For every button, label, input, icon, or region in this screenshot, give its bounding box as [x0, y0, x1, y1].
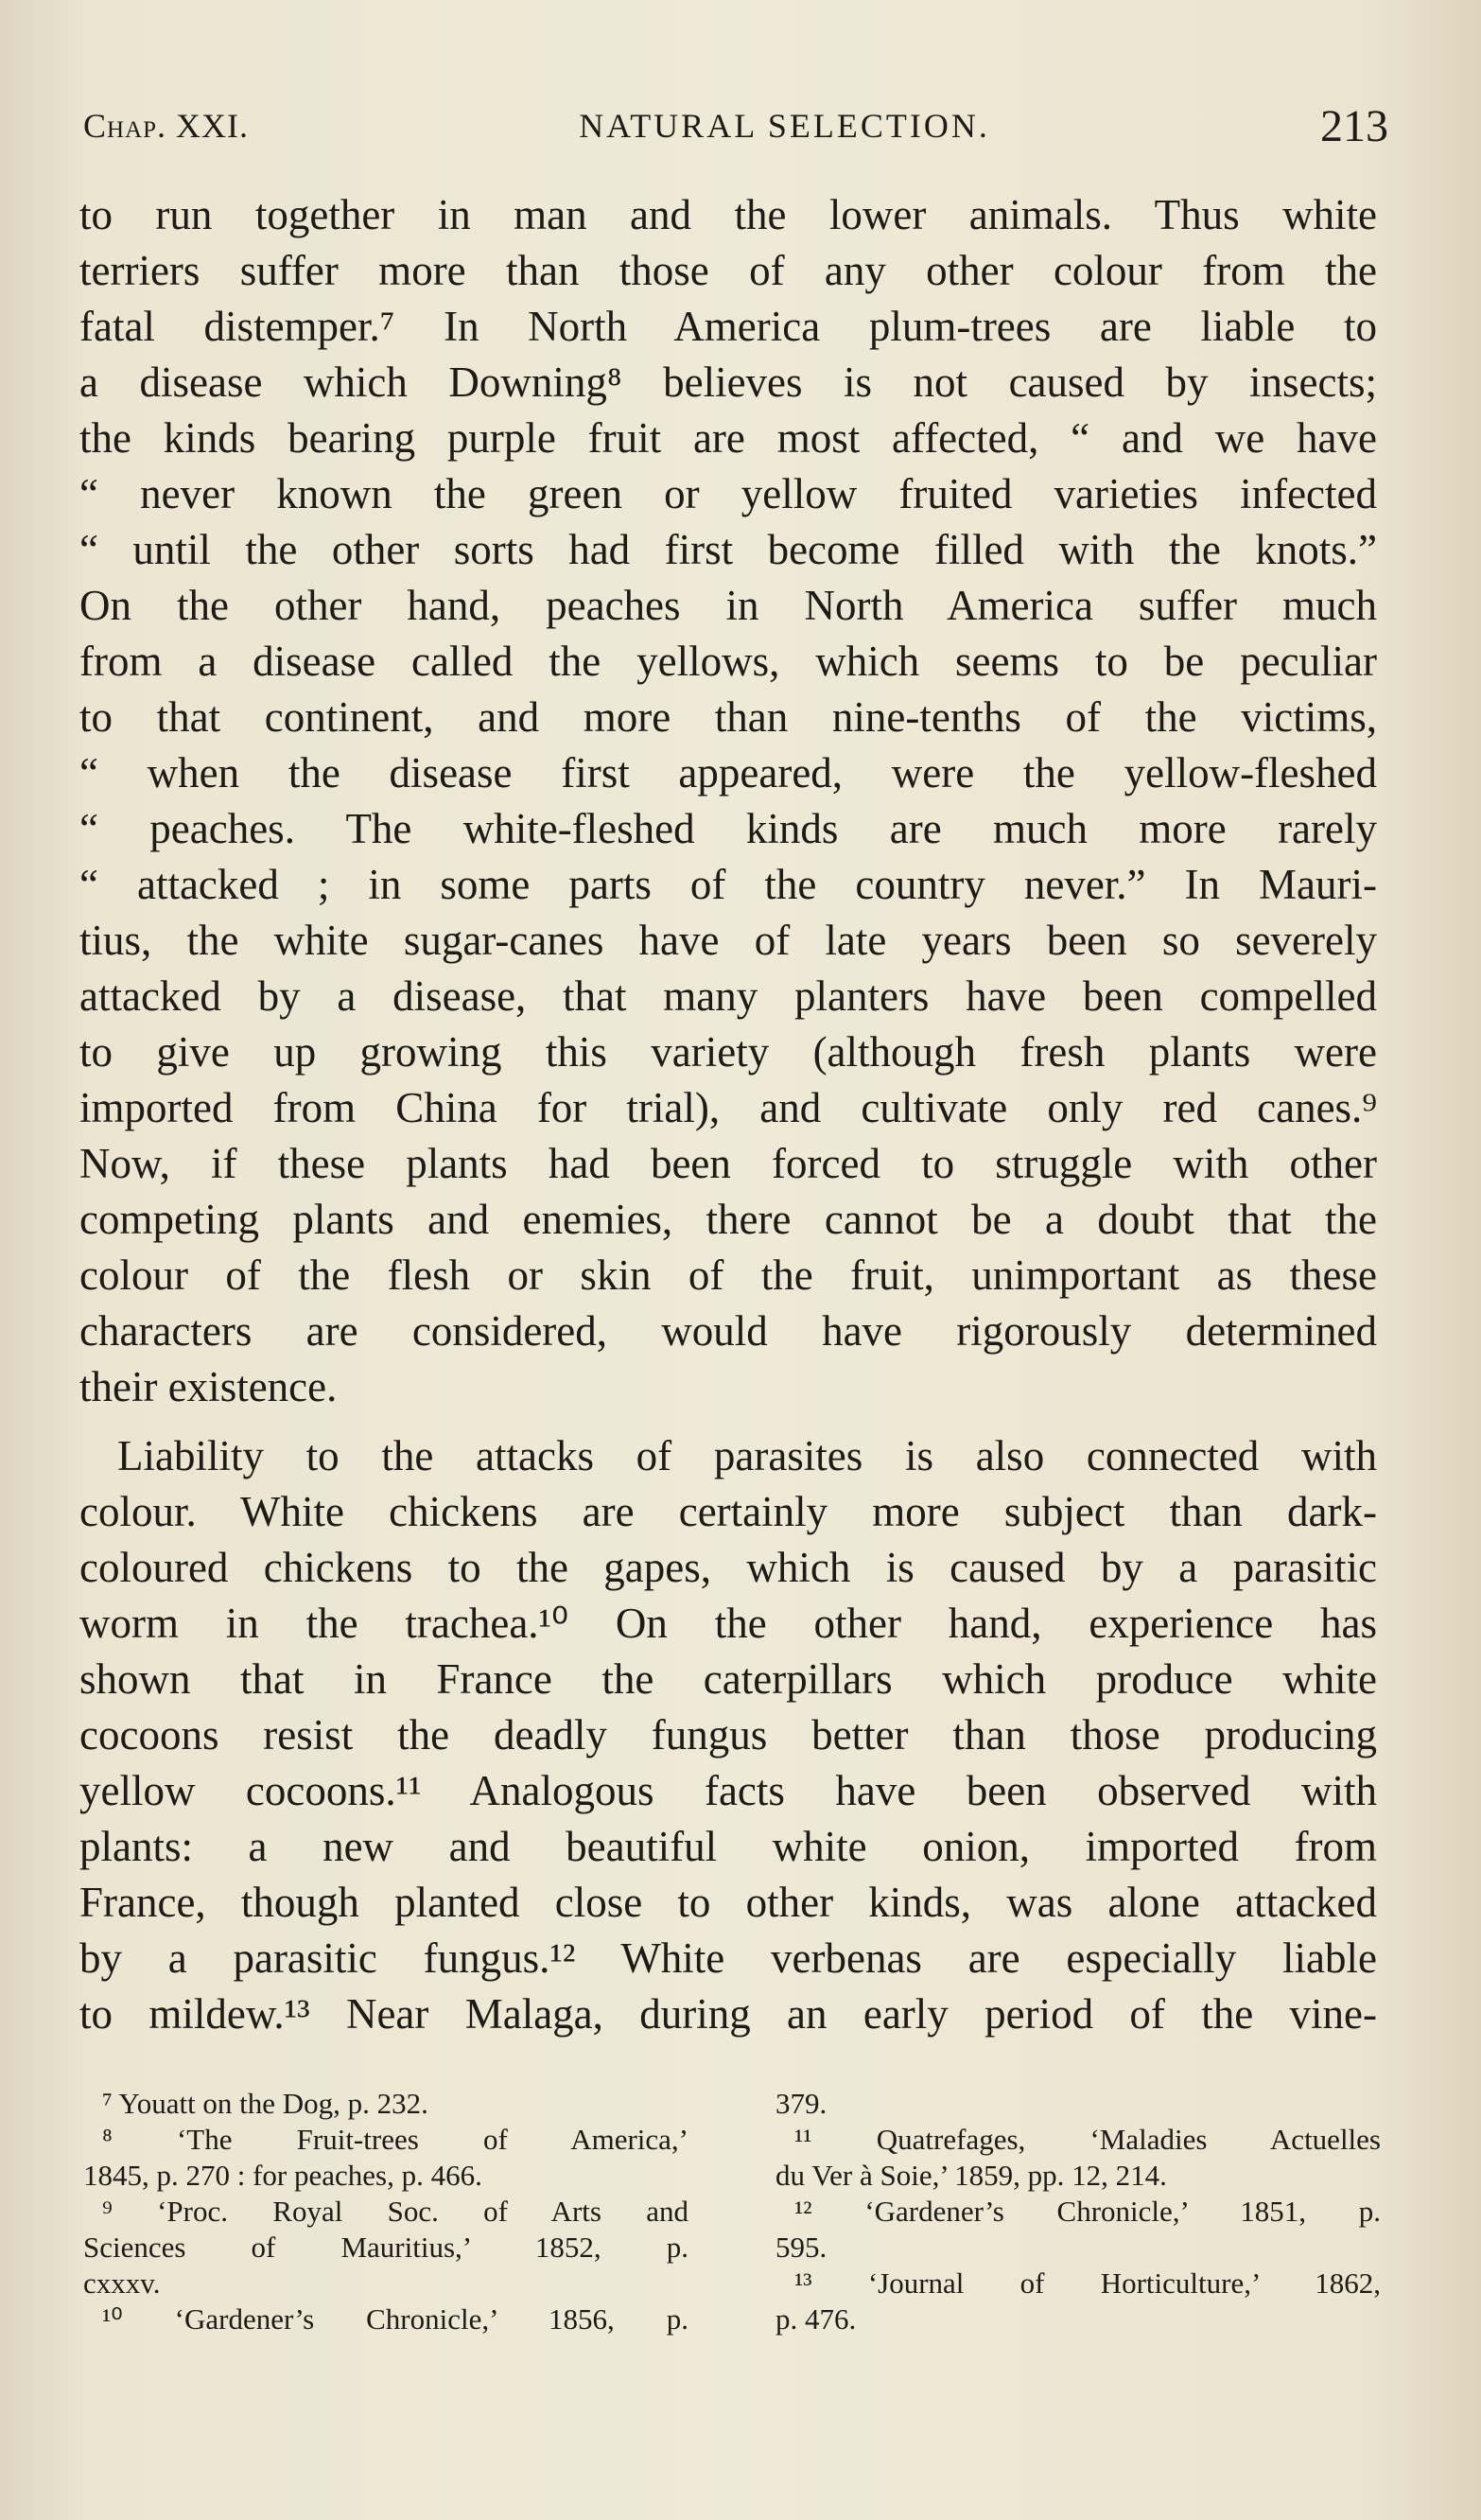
footnote-line: 379.: [775, 2087, 828, 2120]
footnote-line: ¹² ‘Gardener’s Chronicle,’ 1851, p.: [794, 2195, 1381, 2228]
text-line: tius, the white sugar-canes have of late years been so severely: [79, 917, 1377, 964]
text-line: characters are considered, would have rigorously determined: [79, 1307, 1377, 1355]
text-line: shown that in France the caterpillars which produce white: [79, 1655, 1377, 1703]
text-line: terriers suffer more than those of any other colour from the: [79, 247, 1377, 294]
text-line: competing plants and enemies, there cannot be a doubt that the: [79, 1196, 1377, 1243]
text-line: to that continent, and more than nine-tenths of the victims,: [79, 693, 1377, 741]
text-line: a disease which Downing⁸ believes is not caused by insects;: [79, 359, 1377, 406]
footnote-line: 595.: [775, 2231, 828, 2264]
footnotes-right-column: [775, 2086, 1381, 2337]
text-line: France, though planted close to other kinds, was alone attacked: [79, 1879, 1377, 1926]
text-line: On the other hand, peaches in North America suffer much: [79, 582, 1377, 629]
text-line: imported from China for trial), and cultivate only red canes.⁹: [79, 1084, 1377, 1131]
paragraph-1: [79, 187, 1377, 1415]
footnote-line: cxxxv.: [83, 2266, 161, 2300]
chapter-label: Chap. XXI.: [83, 107, 250, 145]
text-line: yellow cocoons.¹¹ Analogous facts have been observed with: [79, 1767, 1377, 1814]
footnote-line: p. 476.: [775, 2302, 857, 2336]
text-line: from a disease called the yellows, which seems to be peculiar: [79, 638, 1377, 685]
text-line: “ never known the green or yellow fruited varieties infected: [79, 470, 1377, 517]
text-line: plants: a new and beautiful white onion, imported from: [79, 1823, 1377, 1870]
text-line: to mildew.¹³ Near Malaga, during an early period of the vine-: [79, 1990, 1377, 2038]
footnote-line: du Ver à Soie,’ 1859, pp. 12, 214.: [775, 2159, 1167, 2192]
text-line: colour. White chickens are certainly more subject than dark-: [79, 1488, 1377, 1535]
text-line: coloured chickens to the gapes, which is caused by a parasitic: [79, 1544, 1377, 1591]
footnote-line: ⁹ ‘Proc. Royal Soc. of Arts and: [102, 2195, 688, 2228]
text-line: by a parasitic fungus.¹² White verbenas are especially liable: [79, 1934, 1377, 1982]
text-line: their existence.: [79, 1363, 338, 1410]
footnote-line: ¹¹ Quatrefages, ‘Maladies Actuelles: [794, 2123, 1381, 2156]
text-line: “ when the disease first appeared, were the yellow-fleshed: [79, 749, 1377, 796]
text-line: “ until the other sorts had first become filled with the knots.”: [79, 526, 1377, 573]
text-line: “ peaches. The white-fleshed kinds are much more rarely: [79, 805, 1377, 852]
footnote-line: 1845, p. 270 : for peaches, p. 466.: [83, 2159, 482, 2192]
body-text: [79, 187, 1377, 2042]
text-line: colour of the flesh or skin of the fruit, unimportant as these: [79, 1251, 1377, 1299]
footnote-line: Sciences of Mauritius,’ 1852, p.: [83, 2231, 688, 2264]
page-number: 213: [1320, 100, 1388, 151]
text-line: “ attacked ; in some parts of the country never.” In Mauri-: [79, 861, 1377, 908]
paragraph-2: [79, 1428, 1377, 2042]
footnotes: [83, 2086, 1381, 2337]
text-line: fatal distemper.⁷ In North America plum-trees are liable to: [79, 303, 1377, 350]
text-line: to give up growing this variety (although fresh plants were: [79, 1028, 1377, 1076]
text-line: attacked by a disease, that many planters have been compelled: [79, 972, 1377, 1020]
running-head: [83, 93, 1388, 159]
text-line: cocoons resist the deadly fungus better than those producing: [79, 1711, 1377, 1759]
running-title: NATURAL SELECTION.: [579, 107, 990, 145]
text-line: the kinds bearing purple fruit are most affected, “ and we have: [79, 414, 1377, 462]
footnote-line: ¹³ ‘Journal of Horticulture,’ 1862,: [794, 2266, 1381, 2300]
paragraph-gap: [79, 1415, 1377, 1428]
footnote-line: ⁷ Youatt on the Dog, p. 232.: [102, 2087, 428, 2120]
text-line: worm in the trachea.¹⁰ On the other hand, experience has: [79, 1600, 1377, 1647]
footnote-line: ⁸ ‘The Fruit-trees of America,’: [102, 2123, 688, 2156]
footnotes-left-column: [83, 2086, 688, 2337]
text-line: Now, if these plants had been forced to struggle with other: [79, 1140, 1377, 1187]
text-line: to run together in man and the lower animals. Thus white: [79, 191, 1377, 238]
footnote-line: ¹⁰ ‘Gardener’s Chronicle,’ 1856, p.: [102, 2302, 688, 2336]
text-line: Liability to the attacks of parasites is also connected with: [117, 1432, 1377, 1479]
